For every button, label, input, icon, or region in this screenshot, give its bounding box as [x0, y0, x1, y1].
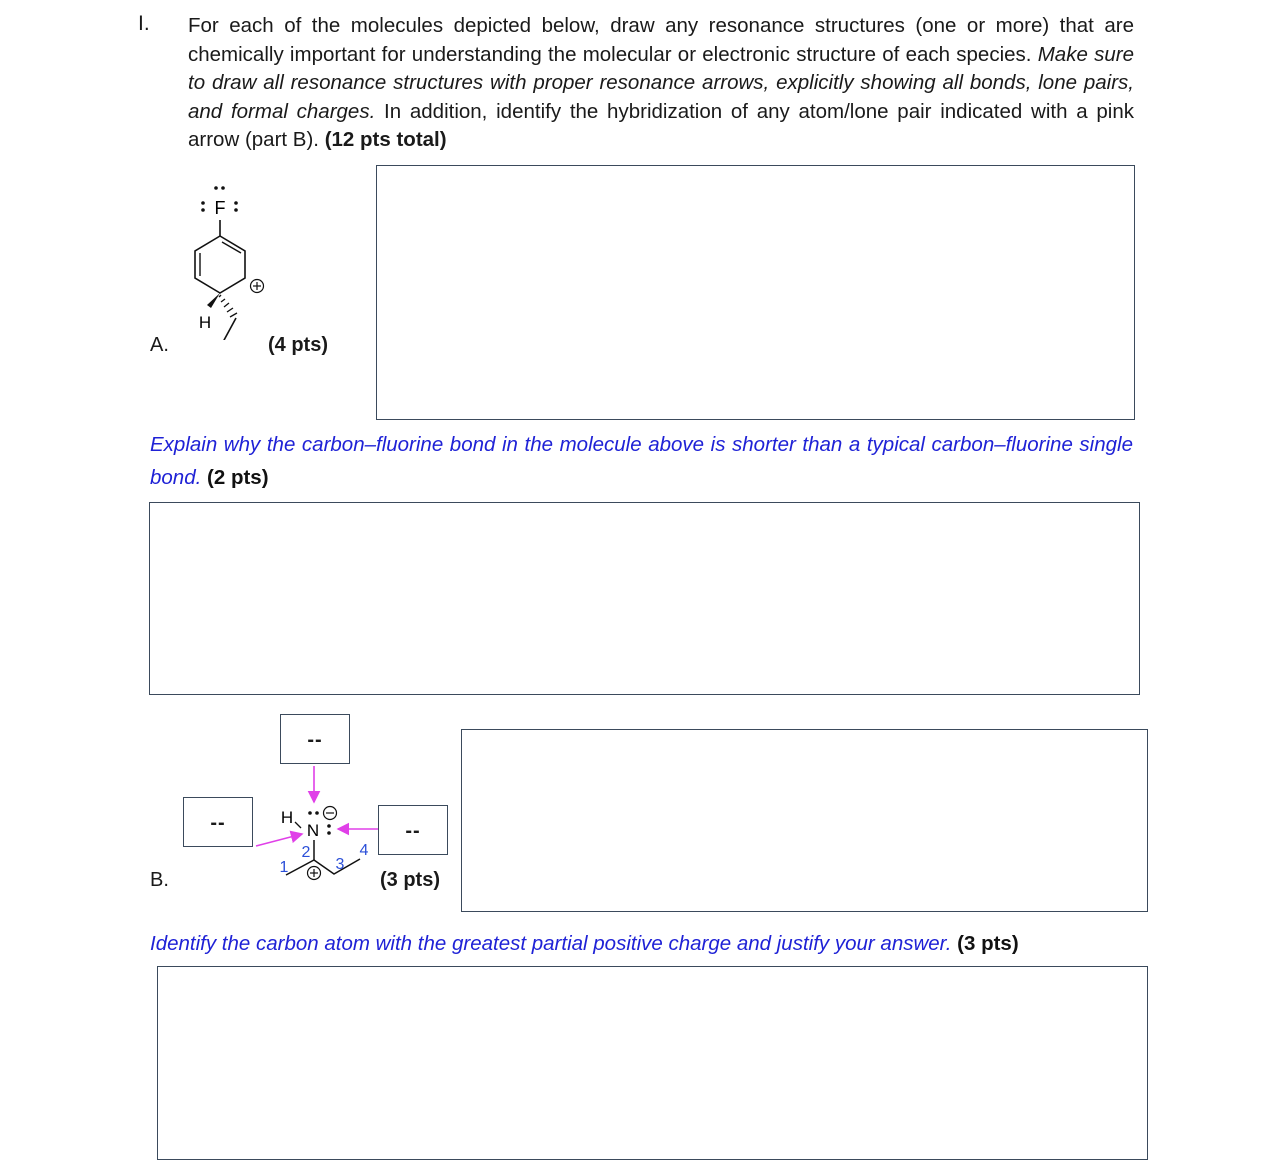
carbon-number-3: 3 [335, 856, 345, 873]
pink-arrow-left [256, 834, 302, 846]
hybridization-blank-right[interactable]: -- [378, 805, 448, 855]
partA-resonance-answer-box[interactable] [376, 165, 1135, 420]
partA-molecule [180, 180, 280, 340]
hybridization-blank-left[interactable]: -- [183, 797, 253, 847]
positive-charge-icon [251, 280, 264, 293]
hybridization-blank-top[interactable]: -- [280, 714, 350, 764]
total-points: (12 pts total) [324, 128, 447, 151]
hydrogen-atom: H [198, 313, 212, 332]
partA-followup-points: (2 pts) [207, 466, 269, 489]
partB-followup-question [150, 927, 1150, 960]
partB-resonance-answer-box[interactable] [461, 729, 1148, 912]
negative-charge-icon [324, 807, 337, 820]
hashed-bond [219, 295, 237, 317]
question-number: I. [138, 12, 150, 35]
partB-label: B. [150, 869, 169, 891]
wedge-bond [207, 293, 220, 308]
partB-positive-charge-icon [308, 867, 321, 880]
cyclohexadiene-ring [195, 236, 245, 293]
partB-hydrogen: H [280, 808, 294, 827]
partA-followup-text: Explain why the carbon–fluorine bond in the molecule above is shorter than a typical carbon–fluorine single bond. [150, 433, 1133, 489]
carbon-number-4: 4 [359, 842, 369, 859]
partA-explanation-answer-box[interactable] [149, 502, 1140, 695]
fluorine-atom: F [214, 198, 226, 218]
partB-nitrogen: N [306, 821, 320, 840]
partB-points: (3 pts) [380, 869, 440, 891]
partA-points: (4 pts) [268, 334, 328, 356]
partA-followup-question [150, 428, 1133, 494]
question-prompt [188, 12, 1134, 155]
partA-label: A. [150, 334, 169, 356]
carbon-number-1: 1 [279, 859, 289, 876]
prompt-text-2: In addition, identify the hybridization of any atom/lone pair indicated with a pink arrow (part B). [188, 99, 1134, 151]
carbon-number-2: 2 [301, 844, 311, 861]
partB-followup-points: (3 pts) [957, 932, 1019, 955]
partB-molecule [250, 762, 380, 892]
partB-justification-answer-box[interactable] [157, 966, 1148, 1160]
prompt-italic-text: Make sure to draw all resonance structures with proper resonance arrows, explicitly showing all bonds, lone pairs, and formal charges. [188, 42, 1134, 123]
prompt-text: For each of the molecules depicted below, draw any resonance structures (one or more) that are chemically important for understanding the molecular or electronic structure of each species. [188, 14, 1134, 66]
partB-followup-text: Identify the carbon atom with the greatest partial positive charge and justify your answer. [150, 932, 952, 955]
